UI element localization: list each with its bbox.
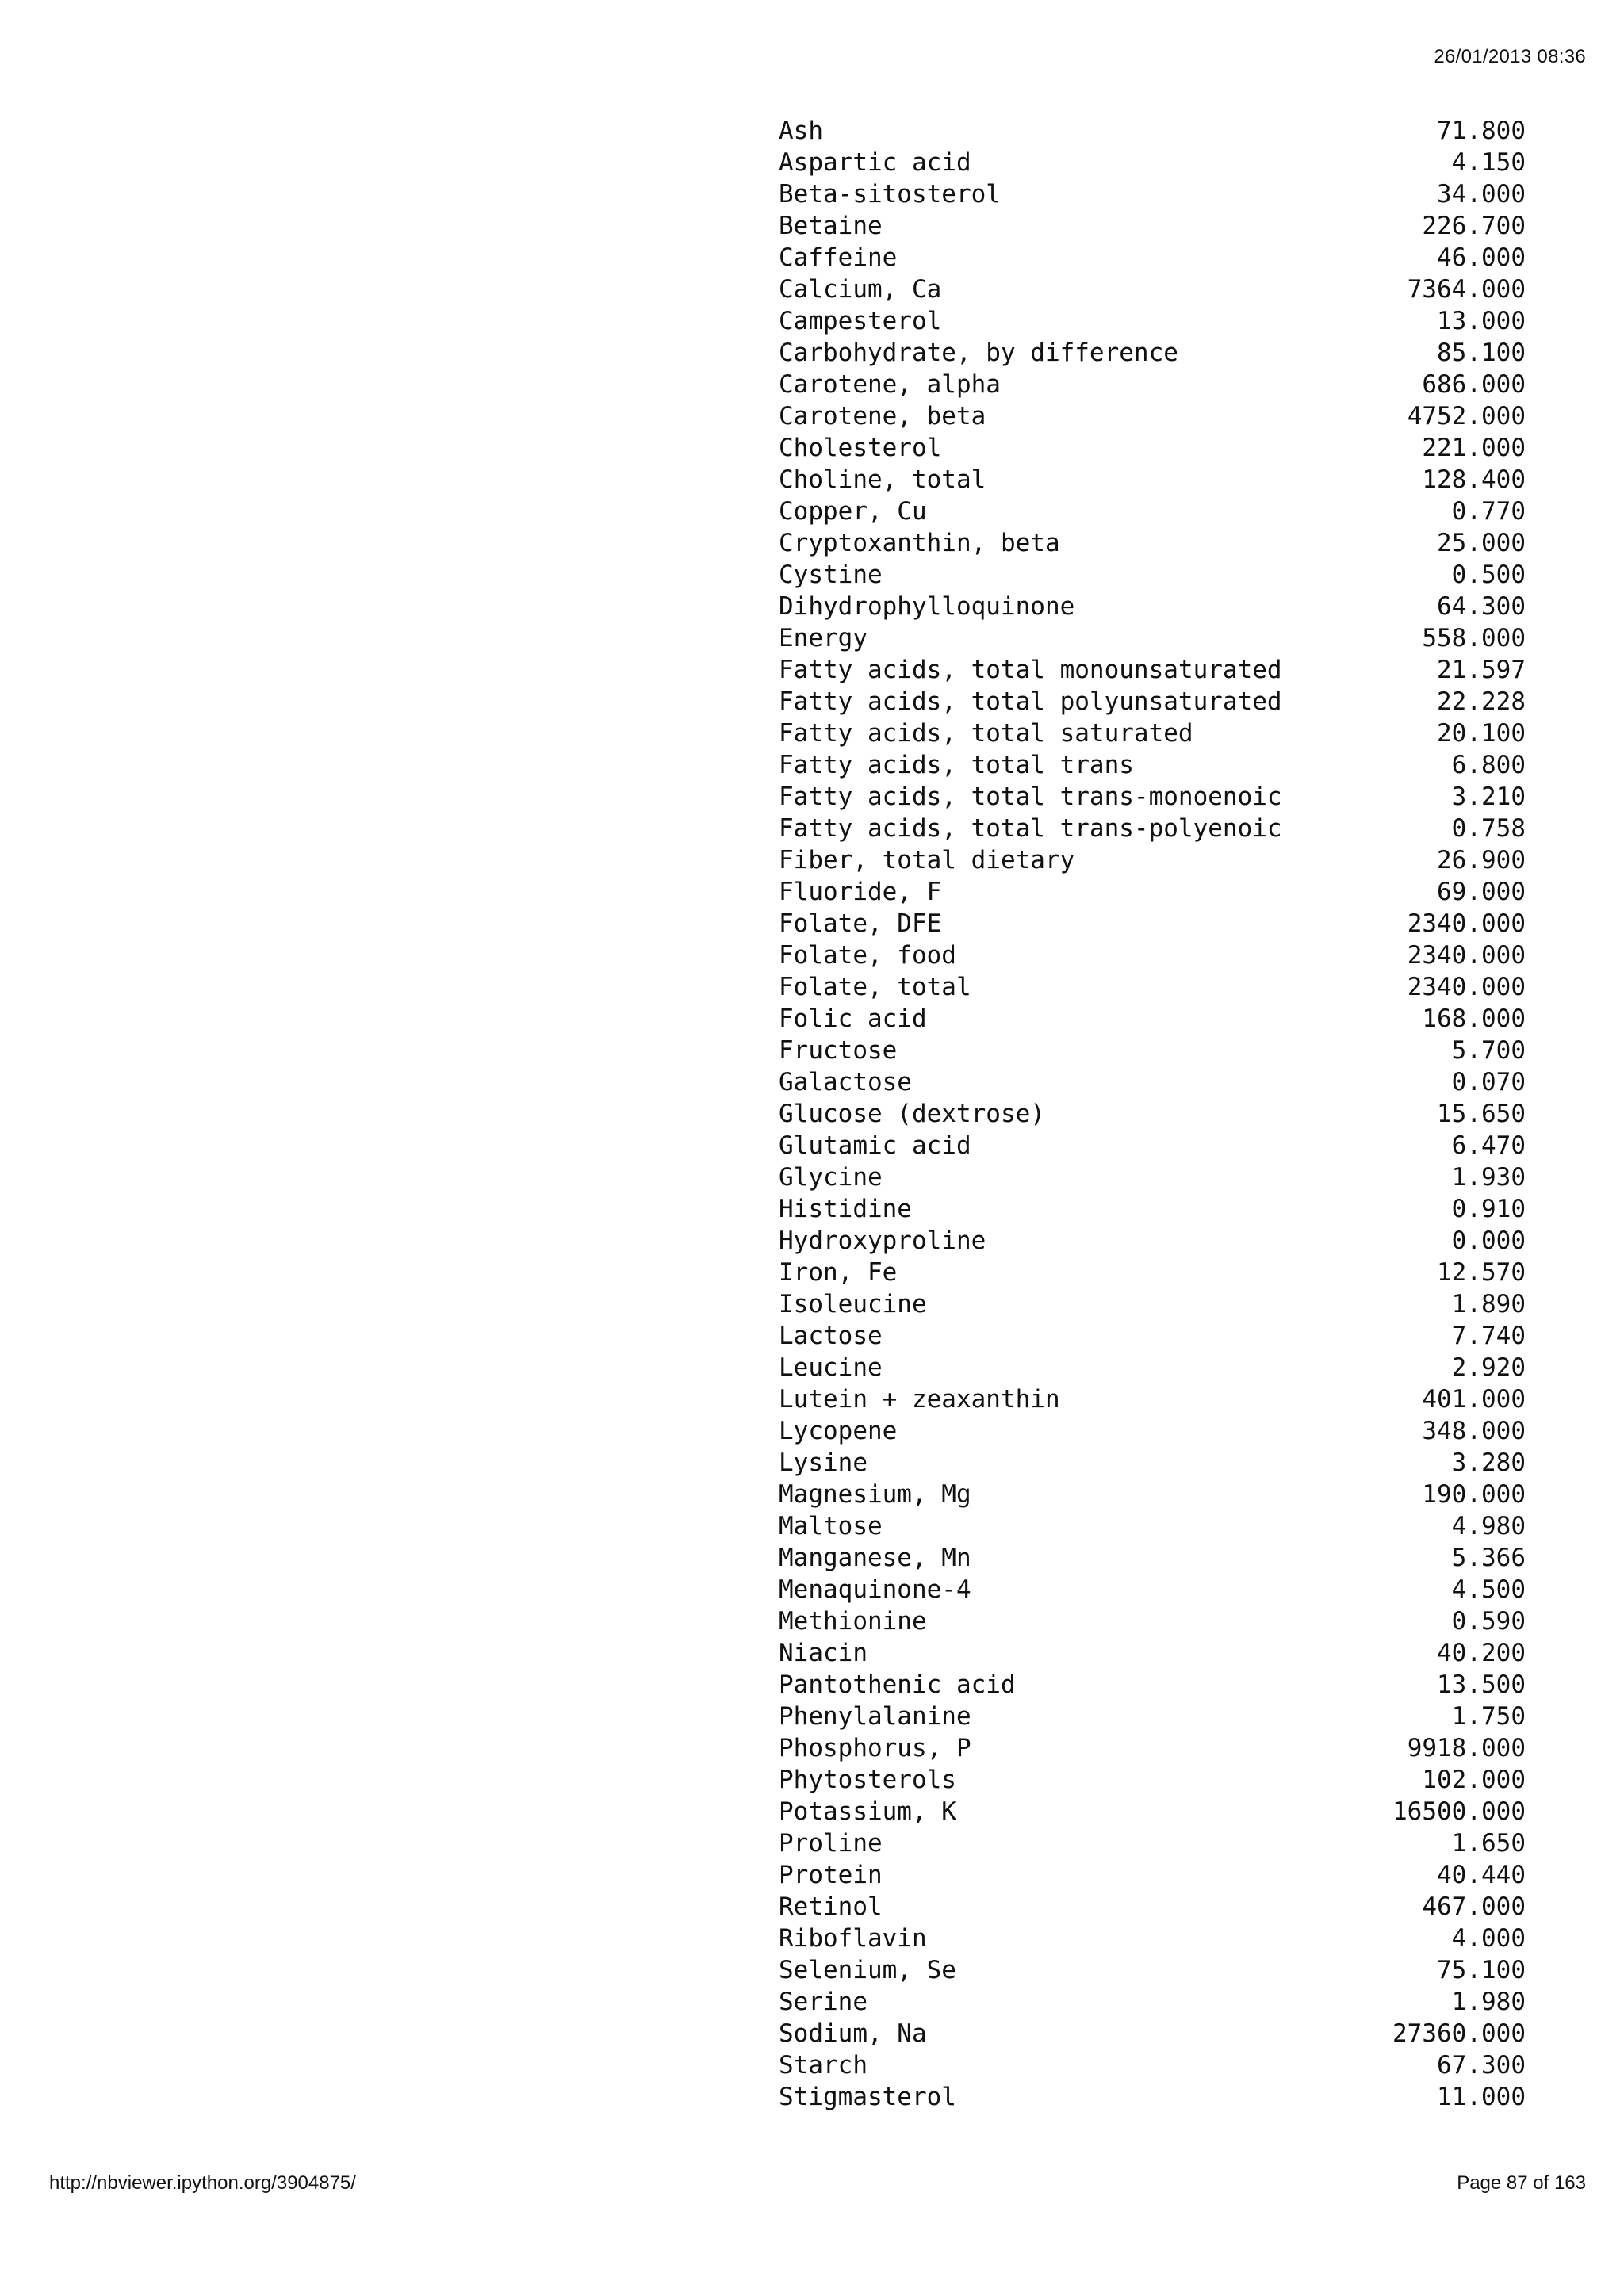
nutrient-name: Fatty acids, total saturated <box>779 719 1193 748</box>
table-row <box>779 1796 1526 1827</box>
nutrient-name: Pantothenic acid <box>779 1670 1016 1699</box>
table-row <box>779 1986 1526 2018</box>
nutrient-value: 221.000 <box>1422 434 1526 462</box>
table-row <box>779 337 1526 369</box>
nutrient-name: Caffeine <box>779 243 898 272</box>
nutrient-value: 102.000 <box>1422 1766 1526 1794</box>
nutrient-name: Magnesium, Mg <box>779 1480 971 1509</box>
nutrient-value: 4.980 <box>1451 1512 1526 1540</box>
nutrient-value: 5.700 <box>1451 1036 1526 1065</box>
nutrient-value: 2340.000 <box>1407 909 1526 938</box>
nutrient-name: Beta-sitosterol <box>779 180 1001 209</box>
table-row <box>779 1161 1526 1193</box>
nutrient-name: Calcium, Ca <box>779 275 942 304</box>
nutrient-name: Fatty acids, total trans-polyenoic <box>779 814 1282 843</box>
table-row <box>779 464 1526 496</box>
table-row <box>779 1130 1526 1161</box>
table-row <box>779 591 1526 622</box>
nutrient-value: 46.000 <box>1437 243 1526 272</box>
nutrient-name: Phytosterols <box>779 1766 956 1794</box>
nutrient-name: Riboflavin <box>779 1924 927 1953</box>
nutrient-value: 40.200 <box>1437 1639 1526 1667</box>
nutrient-name: Fatty acids, total polyunsaturated <box>779 687 1282 716</box>
nutrient-value: 6.800 <box>1451 751 1526 779</box>
nutrient-name: Glutamic acid <box>779 1131 971 1160</box>
table-row <box>779 210 1526 242</box>
nutrient-value: 15.650 <box>1437 1100 1526 1128</box>
table-row <box>779 1447 1526 1479</box>
nutrient-value: 0.910 <box>1451 1195 1526 1223</box>
nutrient-value: 40.440 <box>1437 1861 1526 1889</box>
table-row <box>779 1637 1526 1669</box>
header-datetime: 26/01/2013 08:36 <box>1434 46 1586 67</box>
nutrient-value: 4752.000 <box>1407 402 1526 430</box>
table-row <box>779 1891 1526 1923</box>
table-row <box>779 1954 1526 1986</box>
nutrient-value: 168.000 <box>1422 1004 1526 1033</box>
nutrient-value: 12.570 <box>1437 1258 1526 1287</box>
table-row <box>779 432 1526 464</box>
table-row <box>779 178 1526 210</box>
table-row <box>779 1415 1526 1447</box>
nutrient-name: Isoleucine <box>779 1290 927 1318</box>
nutrient-value: 6.470 <box>1451 1131 1526 1160</box>
table-row <box>779 749 1526 781</box>
nutrient-value: 7364.000 <box>1407 275 1526 304</box>
nutrient-name: Fructose <box>779 1036 898 1065</box>
nutrient-name: Phenylalanine <box>779 1702 971 1731</box>
nutrient-value: 0.758 <box>1451 814 1526 843</box>
nutrient-value: 128.400 <box>1422 465 1526 494</box>
nutrient-value: 7.740 <box>1451 1322 1526 1350</box>
nutrient-value: 3.280 <box>1451 1448 1526 1477</box>
nutrient-value: 0.070 <box>1451 1068 1526 1096</box>
footer-page-number: Page 87 of 163 <box>1457 2172 1586 2194</box>
table-row <box>779 1859 1526 1891</box>
nutrient-value: 226.700 <box>1422 212 1526 240</box>
table-row <box>779 908 1526 939</box>
nutrient-value: 25.000 <box>1437 529 1526 557</box>
table-row <box>779 1098 1526 1130</box>
nutrient-name: Carotene, alpha <box>779 370 1001 399</box>
nutrient-value: 64.300 <box>1437 592 1526 621</box>
nutrient-name: Folate, DFE <box>779 909 942 938</box>
nutrient-name: Hydroxyproline <box>779 1226 986 1255</box>
table-row <box>779 2081 1526 2113</box>
nutrient-name: Ash <box>779 117 823 145</box>
table-row <box>779 1288 1526 1320</box>
table-row <box>779 274 1526 305</box>
nutrient-value: 21.597 <box>1437 656 1526 684</box>
nutrient-name: Lysine <box>779 1448 868 1477</box>
nutrient-value: 401.000 <box>1422 1385 1526 1414</box>
nutrient-name: Campesterol <box>779 307 942 335</box>
nutrient-value: 1.650 <box>1451 1829 1526 1858</box>
table-row <box>779 1003 1526 1035</box>
table-row <box>779 1035 1526 1066</box>
nutrient-name: Galactose <box>779 1068 912 1096</box>
table-row <box>779 1764 1526 1796</box>
nutrient-value: 0.000 <box>1451 1226 1526 1255</box>
nutrient-value: 1.890 <box>1451 1290 1526 1318</box>
nutrient-name: Copper, Cu <box>779 497 927 526</box>
nutrient-value: 0.590 <box>1451 1607 1526 1636</box>
nutrient-name: Folic acid <box>779 1004 927 1033</box>
table-row <box>779 2018 1526 2049</box>
nutrient-name: Stigmasterol <box>779 2083 956 2111</box>
nutrient-name: Betaine <box>779 212 883 240</box>
nutrient-name: Sodium, Na <box>779 2019 927 2048</box>
nutrient-name: Protein <box>779 1861 883 1889</box>
table-row <box>779 654 1526 686</box>
nutrient-value: 0.500 <box>1451 561 1526 589</box>
nutrient-name: Lutein + zeaxanthin <box>779 1385 1060 1414</box>
table-row <box>779 242 1526 274</box>
nutrient-value: 190.000 <box>1422 1480 1526 1509</box>
table-row <box>779 115 1526 147</box>
table-row <box>779 1320 1526 1352</box>
nutrient-name: Niacin <box>779 1639 868 1667</box>
table-row <box>779 813 1526 844</box>
nutrient-name: Folate, total <box>779 973 971 1001</box>
nutrient-name: Serine <box>779 1988 868 2016</box>
nutrient-name: Dihydrophylloquinone <box>779 592 1075 621</box>
nutrient-name: Fluoride, F <box>779 878 942 906</box>
nutrient-value: 0.770 <box>1451 497 1526 526</box>
nutrient-name: Fatty acids, total trans-monoenoic <box>779 783 1282 811</box>
nutrient-name: Glycine <box>779 1163 883 1192</box>
nutrient-name: Cryptoxanthin, beta <box>779 529 1060 557</box>
table-row <box>779 1701 1526 1732</box>
nutrient-value: 558.000 <box>1422 624 1526 652</box>
nutrient-name: Iron, Fe <box>779 1258 898 1287</box>
table-row <box>779 559 1526 591</box>
nutrient-name: Manganese, Mn <box>779 1544 971 1572</box>
nutrient-value: 75.100 <box>1437 1956 1526 1984</box>
nutrient-name: Fatty acids, total monounsaturated <box>779 656 1282 684</box>
nutrient-value: 3.210 <box>1451 783 1526 811</box>
table-row <box>779 147 1526 178</box>
nutrient-name: Folate, food <box>779 941 956 970</box>
table-row <box>779 527 1526 559</box>
nutrient-value: 16500.000 <box>1392 1797 1526 1826</box>
nutrient-name: Histidine <box>779 1195 912 1223</box>
table-row <box>779 305 1526 337</box>
nutrient-value: 2340.000 <box>1407 973 1526 1001</box>
nutrient-value: 20.100 <box>1437 719 1526 748</box>
nutrient-value: 4.000 <box>1451 1924 1526 1953</box>
nutrient-name: Aspartic acid <box>779 148 971 177</box>
nutrient-value: 467.000 <box>1422 1892 1526 1921</box>
nutrient-name: Carotene, beta <box>779 402 986 430</box>
nutrient-name: Fiber, total dietary <box>779 846 1075 874</box>
table-row <box>779 1479 1526 1510</box>
nutrient-value: 34.000 <box>1437 180 1526 209</box>
table-row <box>779 971 1526 1003</box>
table-row <box>779 1923 1526 1954</box>
nutrient-value: 69.000 <box>1437 878 1526 906</box>
nutrient-value: 26.900 <box>1437 846 1526 874</box>
nutrient-value: 67.300 <box>1437 2051 1526 2080</box>
table-row <box>779 1732 1526 1764</box>
nutrient-value: 13.500 <box>1437 1670 1526 1699</box>
nutrient-value: 2340.000 <box>1407 941 1526 970</box>
nutrient-name: Carbohydrate, by difference <box>779 339 1178 367</box>
nutrient-name: Proline <box>779 1829 883 1858</box>
nutrient-value: 9918.000 <box>1407 1734 1526 1762</box>
nutrient-name: Selenium, Se <box>779 1956 956 1984</box>
nutrient-name: Cystine <box>779 561 883 589</box>
table-row <box>779 622 1526 654</box>
nutrient-value: 13.000 <box>1437 307 1526 335</box>
table-row <box>779 939 1526 971</box>
nutrient-table <box>779 115 1526 2113</box>
table-row <box>779 1383 1526 1415</box>
table-row <box>779 369 1526 400</box>
table-row <box>779 496 1526 527</box>
nutrient-name: Phosphorus, P <box>779 1734 971 1762</box>
nutrient-name: Potassium, K <box>779 1797 956 1826</box>
table-row <box>779 2049 1526 2081</box>
nutrient-name: Retinol <box>779 1892 883 1921</box>
nutrient-value: 4.150 <box>1451 148 1526 177</box>
table-row <box>779 1193 1526 1225</box>
nutrient-name: Lactose <box>779 1322 883 1350</box>
nutrient-name: Maltose <box>779 1512 883 1540</box>
table-row <box>779 876 1526 908</box>
nutrient-value: 71.800 <box>1437 117 1526 145</box>
nutrient-name: Choline, total <box>779 465 986 494</box>
nutrient-name: Menaquinone-4 <box>779 1575 971 1604</box>
table-row <box>779 1669 1526 1701</box>
nutrient-value: 686.000 <box>1422 370 1526 399</box>
table-row <box>779 781 1526 813</box>
footer-url: http://nbviewer.ipython.org/3904875/ <box>49 2172 356 2194</box>
nutrient-value: 4.500 <box>1451 1575 1526 1604</box>
nutrient-value: 5.366 <box>1451 1544 1526 1572</box>
table-row <box>779 1510 1526 1542</box>
table-row <box>779 1542 1526 1574</box>
nutrient-value: 85.100 <box>1437 339 1526 367</box>
table-row <box>779 1066 1526 1098</box>
table-row <box>779 400 1526 432</box>
table-row <box>779 1574 1526 1605</box>
nutrient-value: 2.920 <box>1451 1353 1526 1382</box>
table-row <box>779 1225 1526 1257</box>
table-row <box>779 1257 1526 1288</box>
nutrient-name: Cholesterol <box>779 434 942 462</box>
table-row <box>779 1827 1526 1859</box>
table-row <box>779 718 1526 749</box>
nutrient-name: Methionine <box>779 1607 927 1636</box>
nutrient-value: 1.750 <box>1451 1702 1526 1731</box>
table-row <box>779 844 1526 876</box>
nutrient-name: Leucine <box>779 1353 883 1382</box>
table-row <box>779 1352 1526 1383</box>
nutrient-value: 348.000 <box>1422 1417 1526 1445</box>
table-row <box>779 686 1526 718</box>
nutrient-value: 11.000 <box>1437 2083 1526 2111</box>
table-row <box>779 1605 1526 1637</box>
nutrient-name: Lycopene <box>779 1417 898 1445</box>
nutrient-name: Starch <box>779 2051 868 2080</box>
nutrient-name: Glucose (dextrose) <box>779 1100 1045 1128</box>
nutrient-value: 22.228 <box>1437 687 1526 716</box>
nutrient-value: 1.980 <box>1451 1988 1526 2016</box>
nutrient-value: 27360.000 <box>1392 2019 1526 2048</box>
nutrient-value: 1.930 <box>1451 1163 1526 1192</box>
nutrient-name: Fatty acids, total trans <box>779 751 1134 779</box>
nutrient-name: Energy <box>779 624 868 652</box>
